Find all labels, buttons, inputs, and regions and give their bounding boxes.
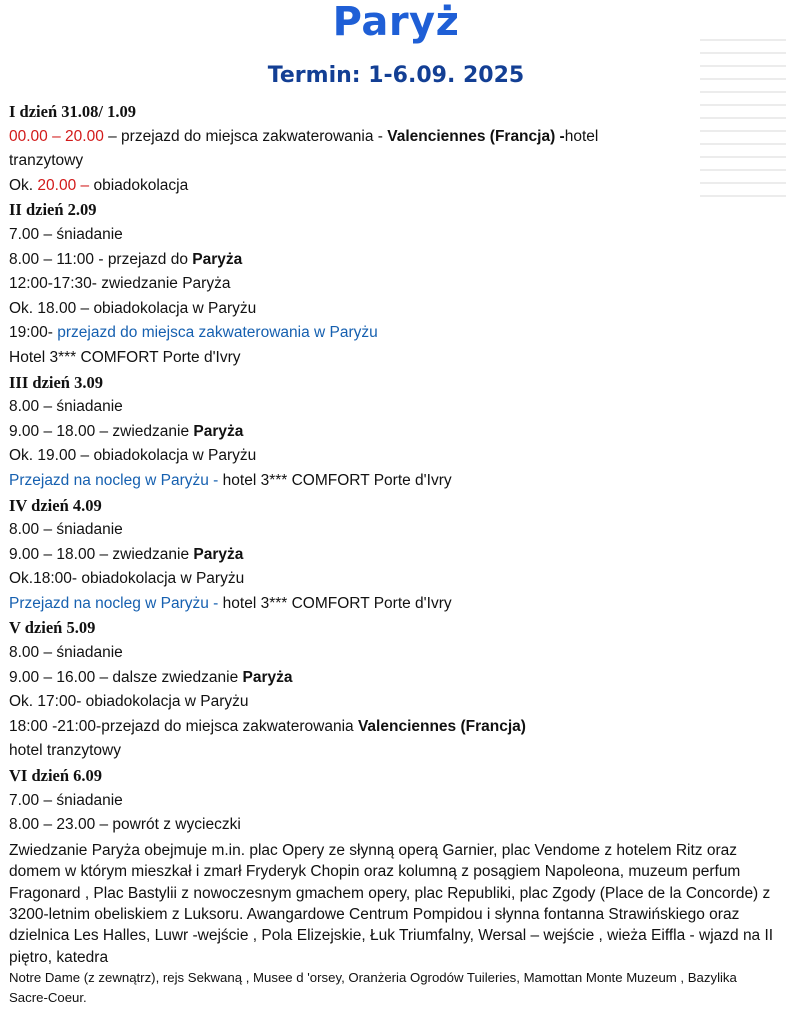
- day-heading: III dzień 3.09: [9, 372, 103, 392]
- schedule-line: [9, 641, 779, 666]
- line-text: 12:00-17:30- zwiedzanie Paryża: [9, 275, 231, 293]
- schedule-line: [9, 248, 779, 273]
- line-text: 9.00 – 18.00 – zwiedzanie: [9, 545, 194, 563]
- line-text: 19:00-: [9, 324, 58, 342]
- schedule-line: [9, 739, 779, 764]
- schedule-line: [9, 149, 779, 174]
- page-title: Paryż: [332, 0, 460, 45]
- highlight-place: Paryża: [192, 250, 243, 268]
- line-text: Hotel 3*** COMFORT Porte d'Ivry: [9, 348, 241, 366]
- sightseeing-summary-continued: Notre Dame (z zewnątrz), rejs Sekwaną , Musee d 'orsey, Oranżeria Ogrodów Tuileries, Mamottan Monte Muzeum , Bazylika Sacre-Coeur.: [9, 970, 737, 1006]
- schedule-line: [9, 395, 779, 420]
- schedule-line: [9, 174, 779, 199]
- schedule-line: [9, 346, 779, 371]
- line-text: Ok.18:00- obiadokolacja w Paryżu: [9, 570, 245, 588]
- schedule-line: [9, 592, 779, 617]
- schedule-line: [9, 567, 779, 592]
- line-text: – przejazd do miejsca zakwaterowania -: [103, 127, 388, 145]
- trip-dates: Termin: 1-6.09. 2025: [267, 63, 525, 88]
- schedule-line: [9, 813, 779, 838]
- schedule-line: [9, 297, 779, 322]
- line-prefix: Ok.: [9, 176, 38, 194]
- highlight-place: Valenciennes (Francja) -: [387, 127, 565, 145]
- line-text: Ok. 18.00 – obiadokolacja w Paryżu: [9, 299, 257, 317]
- schedule-line: [9, 272, 779, 297]
- schedule-line: [9, 125, 779, 150]
- line-text: 9.00 – 18.00 – zwiedzanie: [9, 422, 194, 440]
- highlight-place: Paryża: [193, 545, 244, 563]
- schedule-line: [9, 444, 779, 469]
- schedule-line: [9, 420, 779, 445]
- line-text: Ok. 19.00 – obiadokolacja w Paryżu: [9, 447, 257, 465]
- line-text: 8.00 – śniadanie: [9, 398, 123, 416]
- line-rest: hotel 3*** COMFORT Porte d'Ivry: [218, 471, 452, 489]
- sightseeing-summary: Zwiedzanie Paryża obejmuje m.in. plac Opery ze słynną operą Garnier, plac Vendome z hotelem Ritz oraz domem w którym mieszkał i zmarł Fryderyk Chopin oraz kolumną z posągiem Napoleona, muzeum perfum Fragonard , Plac Bastylii z nowoczesnym gmachem opery, plac Republiki, plac Zgody (Place de la Concorde) z 3200-letnim obeliskiem z Luksoru. Awangardowe Centrum Pompidou i słynna fontanna Strawińskiego oraz dzielnica Les Halles, Luwr -wejście , Pola Elizejskie, Łuk Triumfalny, Wersal – wejście , wieża Eiffla - wjazd na II piętro, katedra: [9, 841, 774, 966]
- line-text: hotel tranzytowy: [9, 742, 121, 760]
- day-heading: II dzień 2.09: [9, 200, 97, 220]
- time-range: 00.00 – 20.00: [9, 127, 104, 145]
- schedule-line: [9, 789, 779, 814]
- schedule-line: [9, 690, 779, 715]
- schedule-line: [9, 321, 779, 346]
- line-rest: hotel: [564, 127, 599, 145]
- day-heading: IV dzień 4.09: [9, 495, 102, 515]
- day-heading: I dzień 31.08/ 1.09: [9, 102, 136, 121]
- line-text: 8.00 – 23.00 – powrót z wycieczki: [9, 816, 241, 834]
- highlight-place: Valenciennes (Francja): [357, 717, 526, 735]
- line-rest: hotel 3*** COMFORT Porte d'Ivry: [218, 594, 452, 612]
- schedule-line: [9, 715, 779, 740]
- transfer-note: przejazd do miejsca zakwaterowania w Paryżu: [57, 324, 378, 342]
- line-text: 8.00 – śniadanie: [9, 521, 123, 539]
- day-heading: VI dzień 6.09: [9, 766, 103, 786]
- line-text: 7.00 – śniadanie: [9, 225, 123, 243]
- highlight-place: Paryża: [193, 422, 244, 440]
- transfer-note: Przejazd na nocleg w Paryżu -: [9, 594, 219, 612]
- day-heading: V dzień 5.09: [9, 618, 96, 638]
- schedule-line: [9, 543, 779, 568]
- schedule-line: [9, 469, 779, 494]
- line-text: 9.00 – 16.00 – dalsze zwiedzanie: [9, 668, 243, 686]
- line-text: obiadokolacja: [89, 176, 189, 194]
- line-text: tranzytowy: [9, 152, 84, 170]
- schedule-line: [9, 666, 779, 691]
- schedule-line: [9, 223, 779, 248]
- highlight-place: Paryża: [242, 668, 293, 686]
- itinerary: [9, 100, 779, 1008]
- line-text: 18:00 -21:00-przejazd do miejsca zakwaterowania: [9, 717, 358, 735]
- time-range: 20.00 –: [37, 176, 90, 194]
- transfer-note: Przejazd na nocleg w Paryżu -: [9, 471, 219, 489]
- line-text: 8.00 – 11:00 - przejazd do: [9, 250, 193, 268]
- line-text: 7.00 – śniadanie: [9, 791, 123, 809]
- line-text: 8.00 – śniadanie: [9, 644, 123, 662]
- schedule-line: [9, 518, 779, 543]
- line-text: Ok. 17:00- obiadokolacja w Paryżu: [9, 693, 249, 711]
